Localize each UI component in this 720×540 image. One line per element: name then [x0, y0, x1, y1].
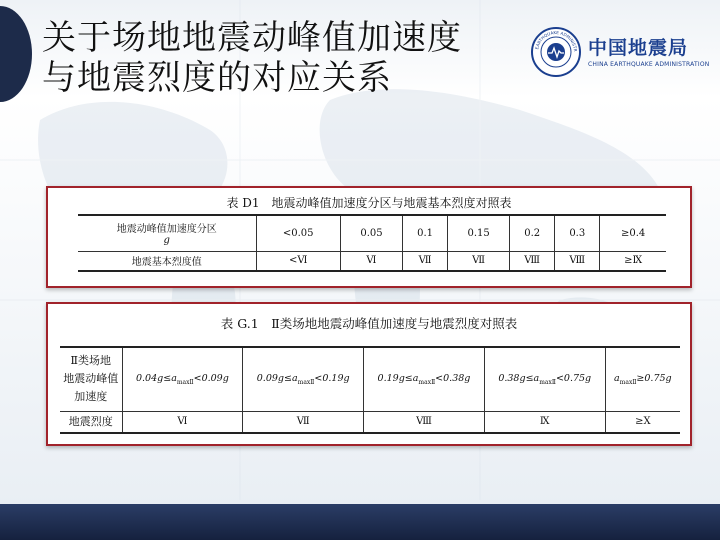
table-row: [78, 215, 666, 251]
table-cell: Ⅷ: [555, 251, 600, 271]
range-low: 0.75g: [644, 372, 672, 384]
logo-name-en: CHINA EARTHQUAKE ADMINISTRATION: [588, 60, 710, 68]
table-d1-caption: 表 D1 地震动峰值加速度分区与地震基本烈度对照表: [226, 196, 512, 210]
range-low: 0.04g: [135, 372, 164, 384]
table-cell: Ⅷ: [510, 251, 555, 271]
table-cell: Ⅸ: [484, 411, 605, 433]
table-cell: 0.1: [402, 215, 447, 251]
range-low: 0.19g: [377, 372, 405, 384]
le-sign: ≤: [525, 372, 534, 384]
ge-sign: ≥: [636, 372, 645, 384]
accel-symbol: a: [291, 372, 298, 384]
table-cell: ≥Ⅸ: [600, 251, 666, 271]
table-cell-range: [484, 347, 605, 411]
range-high: 0.19g: [322, 372, 350, 384]
lt-sign: <: [435, 372, 444, 384]
accel-subscript: maxⅡ: [539, 378, 556, 386]
table-d1: [78, 214, 666, 272]
accel-subscript: maxⅡ: [297, 378, 315, 386]
range-high: 0.09g: [201, 372, 229, 384]
le-sign: ≤: [163, 372, 172, 384]
seal-text: EARTHQUAKE ADMINISTR: [534, 29, 579, 52]
table-cell: ≥0.4: [600, 215, 666, 251]
table-cell: 0.05: [340, 215, 402, 251]
table-cell-range: [605, 347, 680, 411]
table-cell: Ⅷ: [364, 411, 485, 433]
table-cell-header: [78, 215, 256, 251]
range-high: 0.75g: [563, 372, 592, 384]
slide-title: [42, 18, 532, 98]
accel-subscript: maxⅡ: [619, 378, 637, 386]
table-g1-panel: [46, 302, 692, 446]
accel-subscript: maxⅡ: [418, 378, 436, 386]
accel-symbol: a: [171, 372, 177, 384]
table-cell: Ⅵ: [340, 251, 402, 271]
table-cell-range: [364, 347, 485, 411]
slide-title-line-2: 与地震烈度的对应关系: [42, 58, 392, 98]
table-cell-range: [243, 347, 364, 411]
table-cell: ≥Ⅹ: [605, 411, 680, 433]
cea-seal-icon: [530, 26, 582, 78]
logo-name-cn: 中国地震局: [588, 36, 689, 59]
accel-symbol: a: [412, 372, 419, 384]
table-g1-caption: 表 G.1 Ⅱ类场地地震动峰值加速度与地震烈度对照表: [220, 316, 518, 331]
accel-subscript: maxⅡ: [176, 378, 194, 386]
accel-symbol: a: [533, 372, 540, 384]
table-d1-panel: [46, 186, 692, 288]
range-low: 0.38g: [498, 372, 526, 384]
lt-sign: <: [314, 372, 323, 384]
table-cell: Ⅶ: [448, 251, 510, 271]
table-cell: Ⅶ: [243, 411, 364, 433]
table-cell: 0.3: [555, 215, 600, 251]
table-cell: Ⅵ: [122, 411, 243, 433]
table-cell-header: 地震基本烈度值: [78, 251, 256, 271]
table-row: [60, 347, 680, 411]
row-label-line: Ⅱ类场地: [70, 354, 111, 368]
row-label-line: 地震动峰值加速度分区: [116, 224, 217, 236]
table-cell-header: [60, 347, 122, 411]
table-cell: <Ⅵ: [256, 251, 340, 271]
table-g1: [60, 346, 680, 434]
table-row: [60, 411, 680, 433]
accel-symbol: a: [614, 372, 620, 384]
cea-logo: [530, 24, 710, 80]
row-label-line: g: [163, 235, 170, 247]
range-low: 0.09g: [256, 372, 284, 384]
table-cell-range: [122, 347, 243, 411]
range-high: 0.38g: [443, 372, 471, 384]
table-cell: Ⅶ: [402, 251, 447, 271]
table-cell: 0.15: [448, 215, 510, 251]
lt-sign: <: [193, 372, 202, 384]
table-cell: 0.2: [510, 215, 555, 251]
lt-sign: <: [555, 372, 564, 384]
table-cell-header: 地震烈度: [60, 411, 122, 433]
le-sign: ≤: [284, 372, 292, 384]
row-label-line: 加速度: [74, 390, 108, 404]
slide-title-line-1: 关于场地地震动峰值加速度: [42, 18, 462, 58]
table-row: [78, 251, 666, 271]
table-cell: <0.05: [256, 215, 340, 251]
footer-band: [0, 504, 720, 540]
le-sign: ≤: [404, 372, 413, 384]
row-label-line: 地震动峰值: [63, 372, 119, 386]
